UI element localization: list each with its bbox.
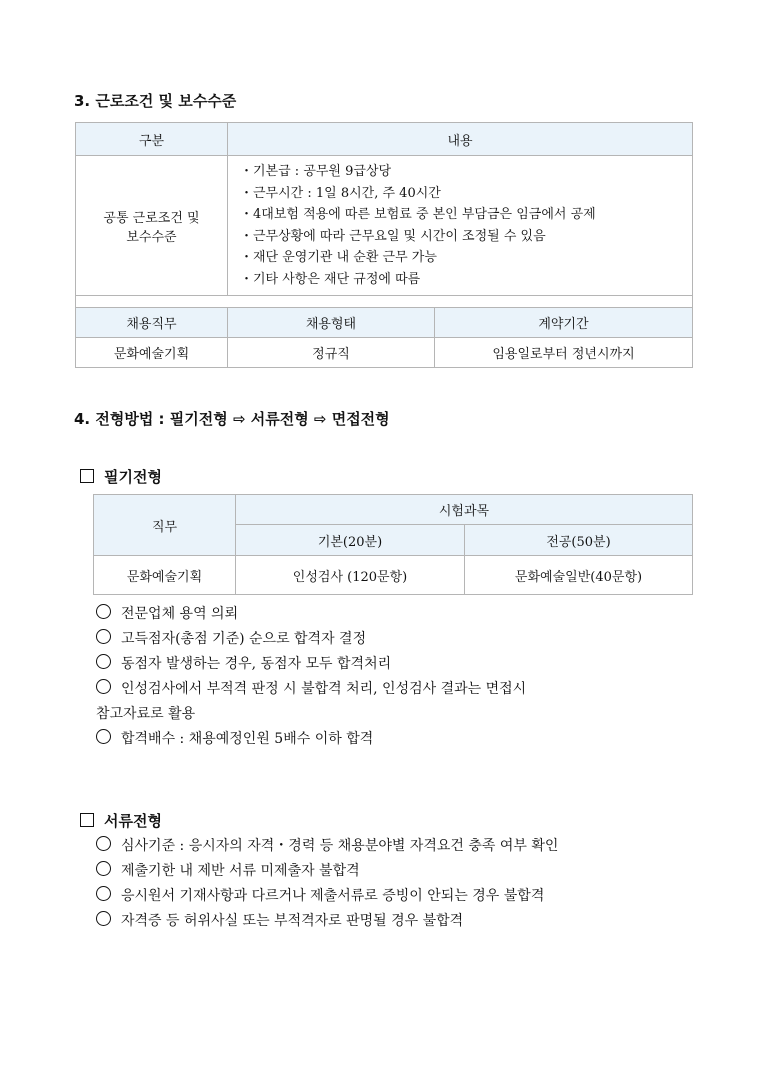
bullet-item: ・기타 사항은 재단 규정에 따름 (240, 271, 421, 287)
row-label-line1: 공통 근로조건 및 (103, 210, 200, 226)
bullet-item: ・4대보험 적용에 따른 보험료 중 본인 부담금은 임금에서 공제 (240, 207, 596, 222)
bullet-item: ・재단 운영기관 내 순환 근무 가능 (240, 250, 437, 265)
spacer-row (76, 296, 693, 308)
conditions-bullets (228, 156, 693, 296)
circle-bullet-icon (96, 729, 111, 744)
written-exam-table (93, 494, 693, 595)
cell-basic: 인성검사 (120문항) (236, 556, 465, 595)
section-4-title: 4. 전형방법 : 필기전형 ⇨ 서류전형 ⇨ 면접전형 (74, 410, 390, 428)
bullet-item: ・기본급 : 공무원 9급상당 (240, 164, 392, 179)
circle-bullet-icon (96, 911, 111, 926)
header-basic: 기본(20분) (236, 525, 465, 556)
circle-bullet-icon (96, 679, 111, 694)
list-item: 합격배수 : 채용예정인원 5배수 이하 합격 (96, 727, 526, 752)
checkbox-square-icon (80, 813, 94, 827)
working-conditions-table (75, 122, 693, 368)
header-major: 전공(50분) (465, 525, 693, 556)
document-screening-items (96, 834, 558, 934)
circle-bullet-icon (96, 886, 111, 901)
list-item-continuation: 참고자료로 활용 (96, 706, 196, 722)
checkbox-square-icon (80, 469, 94, 483)
section-3-title: 3. 근로조건 및 보수수준 (74, 92, 237, 110)
list-item: 고득점자(총점 기준) 순으로 합격자 결정 (96, 627, 526, 652)
list-item: 동점자 발생하는 경우, 동점자 모두 합격처리 (96, 652, 526, 677)
list-item: 응시원서 기재사항과 다르거나 제출서류로 증빙이 안되는 경우 불합격 (96, 884, 558, 909)
cell-period: 임용일로부터 정년시까지 (435, 338, 693, 368)
bullet-item: ・근무시간 : 1일 8시간, 주 40시간 (240, 185, 441, 201)
cell-job: 문화예술기획 (76, 338, 228, 368)
written-exam-items (96, 602, 526, 752)
table-header-category: 구분 (76, 123, 228, 156)
list-item: 심사기준 : 응시자의 자격・경력 등 채용분야별 자격요건 충족 여부 확인 (96, 834, 558, 859)
circle-bullet-icon (96, 836, 111, 851)
row-label (76, 156, 228, 296)
cell-major: 문화예술일반(40문항) (465, 556, 693, 595)
header-job: 채용직무 (76, 308, 228, 338)
written-exam-title (80, 466, 162, 487)
circle-bullet-icon (96, 604, 111, 619)
circle-bullet-icon (96, 654, 111, 669)
table-header-content: 내용 (228, 123, 693, 156)
header-period: 계약기간 (435, 308, 693, 338)
row-label-line2: 보수수준 (126, 229, 177, 245)
document-screening-title (80, 810, 162, 831)
circle-bullet-icon (96, 629, 111, 644)
header-job: 직무 (94, 495, 236, 556)
cell-job: 문화예술기획 (94, 556, 236, 595)
list-item: 자격증 등 허위사실 또는 부적격자로 판명될 경우 불합격 (96, 909, 558, 934)
document-screening-title-text: 서류전형 (104, 812, 162, 830)
list-item: 제출기한 내 제반 서류 미제출자 불합격 (96, 859, 558, 884)
list-item: 인성검사에서 부적격 판정 시 불합격 처리, 인성검사 결과는 면접시 (96, 677, 526, 702)
circle-bullet-icon (96, 861, 111, 876)
cell-type: 정규직 (228, 338, 435, 368)
header-type: 채용형태 (228, 308, 435, 338)
list-item: 전문업체 용역 의뢰 (96, 602, 526, 627)
header-subjects: 시험과목 (236, 495, 693, 525)
written-exam-title-text: 필기전형 (104, 468, 162, 486)
bullet-item: ・근무상황에 따라 근무요일 및 시간이 조정될 수 있음 (240, 228, 546, 244)
